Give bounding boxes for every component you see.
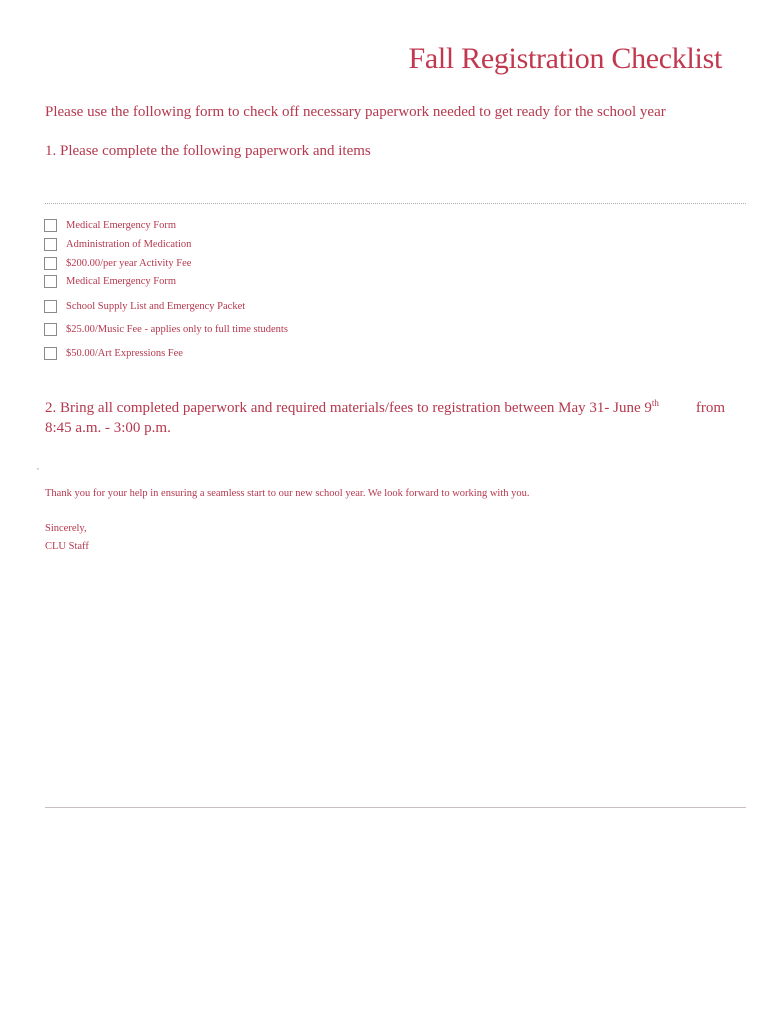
step-2-time-range: 8:45 a.m. - 3:00 p.m. [45, 420, 171, 436]
stray-mark: , [37, 462, 39, 471]
checklist-item-music-fee[interactable] [44, 323, 288, 336]
checkbox[interactable] [44, 275, 57, 288]
step-2-text-before: 2. Bring all completed paperwork and required materials/fees to registration between May 31- June 9 [45, 400, 652, 416]
signature-text: CLU Staff [45, 541, 89, 552]
checklist-item-medical-emergency-form[interactable] [44, 219, 176, 232]
checklist-item-activity-fee[interactable] [44, 257, 191, 270]
intro-text: Please use the following form to check off necessary paperwork needed to get ready for the school year [45, 104, 666, 120]
step-2-instructions [45, 398, 725, 438]
checklist-item-art-expressions-fee[interactable] [44, 347, 183, 360]
checklist-item-administration-of-medication[interactable] [44, 238, 191, 251]
checklist-item-label: School Supply List and Emergency Packet [66, 301, 246, 312]
checkbox[interactable] [44, 300, 57, 313]
checkbox[interactable] [44, 323, 57, 336]
step-1-heading: 1. Please complete the following paperwork and items [45, 143, 371, 159]
checklist-item-school-supply-list[interactable] [44, 300, 245, 313]
page-title: Fall Registration Checklist [408, 42, 722, 75]
checkbox[interactable] [44, 219, 57, 232]
checklist-item-label: Medical Emergency Form [66, 276, 177, 287]
step-2-text-after: from [695, 400, 725, 416]
thank-you-text: Thank you for your help in ensuring a seamless start to our new school year. We look forward to working with you. [45, 488, 530, 499]
ordinal-superscript: th [651, 398, 659, 408]
checklist-item-label: Administration of Medication [66, 239, 192, 250]
dotted-divider [45, 203, 746, 204]
checkbox[interactable] [44, 347, 57, 360]
step-2-line-1 [45, 398, 725, 418]
closing-text: Sincerely, [45, 523, 87, 534]
checklist-item-medical-emergency-form-2[interactable] [44, 275, 176, 288]
checklist-item-label: Medical Emergency Form [66, 220, 177, 231]
checkbox[interactable] [44, 257, 57, 270]
step-2-text [45, 398, 659, 418]
checklist-item-label: $25.00/Music Fee - applies only to full time students [66, 324, 288, 335]
bottom-divider [45, 807, 746, 808]
checkbox[interactable] [44, 238, 57, 251]
checklist-item-label: $200.00/per year Activity Fee [66, 258, 192, 269]
checklist-item-label: $50.00/Art Expressions Fee [66, 348, 183, 359]
